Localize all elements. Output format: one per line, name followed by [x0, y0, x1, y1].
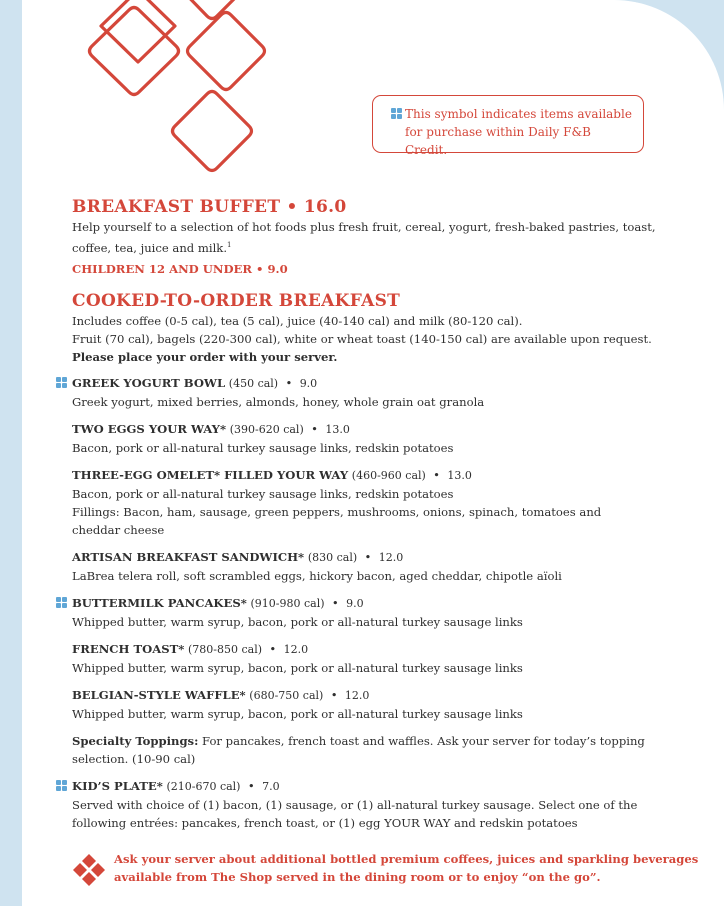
menu-item: TWO EGGS YOUR WAY* (390-620 cal) • 13.0 Bacon, pork or all-natural turkey sausage links, redskin potatoes	[72, 420, 672, 457]
menu-item: ARTISAN BREAKFAST SANDWICH* (830 cal) • 12.0 LaBrea telera roll, soft scrambled eggs, hickory bacon, aged cheddar, chipotle aïoli	[72, 548, 672, 585]
item-name: FRENCH TOAST*	[72, 641, 185, 656]
item-desc: Bacon, pork or all-natural turkey sausage links, redskin potatoes	[72, 486, 454, 501]
item-name: GREEK YOGURT BOWL	[72, 375, 226, 390]
item-price: 12.0	[283, 642, 309, 656]
item-calories: (780-850 cal)	[188, 642, 263, 656]
menu-items	[72, 374, 672, 723]
item-calories: (210-670 cal)	[166, 779, 241, 793]
item-name: BELGIAN-STYLE WAFFLE*	[72, 687, 246, 702]
footer-line-1: Ask your server about additional bottled premium coffees, juices and sparkling beverages	[114, 852, 699, 866]
item-calories: (460-960 cal)	[351, 468, 426, 482]
buffet-desc-1: Help yourself to a selection of hot foods plus fresh fruit, cereal, yogurt, fresh-baked pastries, toast,	[72, 220, 656, 234]
toppings-line-1: For pancakes, french toast and waffles. Ask your server for today’s topping	[198, 733, 645, 748]
cooked-line-2: Fruit (70 cal), bagels (220-300 cal), white or wheat toast (140-150 cal) are available upon request.	[72, 331, 652, 346]
cooked-line-3: Please place your order with your server.	[72, 349, 338, 364]
buffet-desc-2: coffee, tea, juice and milk.$^1$	[72, 240, 232, 255]
item-price: 13.0	[447, 468, 472, 482]
item-name: BUTTERMILK PANCAKES*	[72, 595, 247, 610]
menu-item: GREEK YOGURT BOWL (450 cal) • 9.0 Greek yogurt, mixed berries, almonds, honey, whole grain oat granola	[72, 374, 672, 411]
toppings-label: Specialty Toppings:	[72, 733, 199, 748]
item-price: 13.0	[325, 422, 350, 436]
item-price: 12.0	[378, 550, 404, 564]
item-desc: Bacon, pork or all-natural turkey sausage links, redskin potatoes	[72, 440, 454, 455]
item-name: KID’S PLATE*	[72, 778, 163, 793]
item-desc: Whipped butter, warm syrup, bacon, pork or all-natural turkey sausage links	[72, 614, 523, 629]
item-price: 9.0	[346, 596, 364, 610]
cooked-line-1: Includes coffee (0-5 cal), tea (5 cal), juice (40-140 cal) and milk (80-120 cal).	[72, 313, 523, 328]
item-desc: LaBrea telera roll, soft scrambled eggs, hickory bacon, aged cheddar, chipotle aïoli	[72, 568, 562, 583]
item-name: THREE-EGG OMELET* FILLED YOUR WAY	[72, 467, 349, 482]
item-calories: (910-980 cal)	[250, 596, 325, 610]
toppings-line-2: selection. (10-90 cal)	[72, 751, 196, 766]
item-desc: Served with choice of (1) bacon, (1) sausage, or (1) all-natural turkey sausage. Select one of the	[72, 797, 638, 812]
item-desc: Fillings: Bacon, ham, sausage, green peppers, mushrooms, onions, spinach, tomatoes and	[72, 504, 602, 519]
notice-line-1: This symbol indicates items available	[405, 107, 632, 121]
item-price: 12.0	[344, 688, 370, 702]
diamond-logo-icon	[83, 0, 363, 200]
item-name: TWO EGGS YOUR WAY*	[72, 421, 227, 436]
cooked-title: COOKED-TO-ORDER BREAKFAST	[72, 290, 401, 311]
item-price: 7.0	[262, 779, 280, 793]
item-name: ARTISAN BREAKFAST SANDWICH*	[72, 549, 305, 564]
specialty-toppings	[72, 732, 672, 768]
menu-item: BUTTERMILK PANCAKES* (910-980 cal) • 9.0 Whipped butter, warm syrup, bacon, pork or all-natural turkey sausage links	[72, 594, 672, 631]
item-desc: Whipped butter, warm syrup, bacon, pork or all-natural turkey sausage links	[72, 706, 523, 721]
item-calories: (390-620 cal)	[229, 422, 304, 436]
footnote-mark: 1	[227, 241, 232, 249]
menu-item: BELGIAN-STYLE WAFFLE* (680-750 cal) • 12.0 Whipped butter, warm syrup, bacon, pork or all-natural turkey sausage links	[72, 686, 672, 723]
item-desc: following entrées: pancakes, french toast, or (1) egg YOUR WAY and redskin potatoes	[72, 815, 578, 830]
menu-item: KID’S PLATE* (210-670 cal) • 7.0 Served with choice of (1) bacon, (1) sausage, or (1) all-natural turkey sausage. Select one of the following entrées: pancakes, french toast, or (1) egg YOUR WAY and redskin potatoes	[72, 777, 672, 832]
diamond-cluster-icon	[72, 853, 106, 887]
menu-content	[72, 196, 672, 832]
item-desc: cheddar cheese	[72, 522, 165, 537]
menu-item: THREE-EGG OMELET* FILLED YOUR WAY (460-960 cal) • 13.0 Bacon, pork or all-natural turkey sausage links, redskin potatoes Fillings: Bacon, ham, sausage, green peppers, mushrooms, onions, spinach, tomatoes and cheddar cheese	[72, 466, 672, 539]
item-calories: (830 cal)	[307, 550, 358, 564]
credit-mark-icon	[56, 377, 67, 388]
credit-mark-icon	[56, 597, 67, 608]
item-price: 9.0	[299, 376, 318, 390]
item-calories: (680-750 cal)	[249, 688, 324, 702]
credit-mark-icon	[56, 780, 67, 791]
buffet-title: BREAKFAST BUFFET • 16.0	[72, 197, 347, 217]
notice-line-2: for purchase within Daily F&B Credit.	[405, 125, 591, 157]
item-calories: (450 cal)	[228, 376, 279, 390]
item-desc: Whipped butter, warm syrup, bacon, pork or all-natural turkey sausage links	[72, 660, 523, 675]
menu-item: FRENCH TOAST* (780-850 cal) • 12.0 Whipped butter, warm syrup, bacon, pork or all-natural turkey sausage links	[72, 640, 672, 677]
credit-notice-box	[372, 95, 644, 157]
footer-line-2: available from The Shop served in the dining room or to enjoy “on the go”.	[114, 870, 601, 884]
item-desc: Greek yogurt, mixed berries, almonds, honey, whole grain oat granola	[72, 394, 485, 409]
four-square-credit-icon	[391, 108, 402, 119]
children-price: CHILDREN 12 AND UNDER • 9.0	[72, 261, 288, 276]
